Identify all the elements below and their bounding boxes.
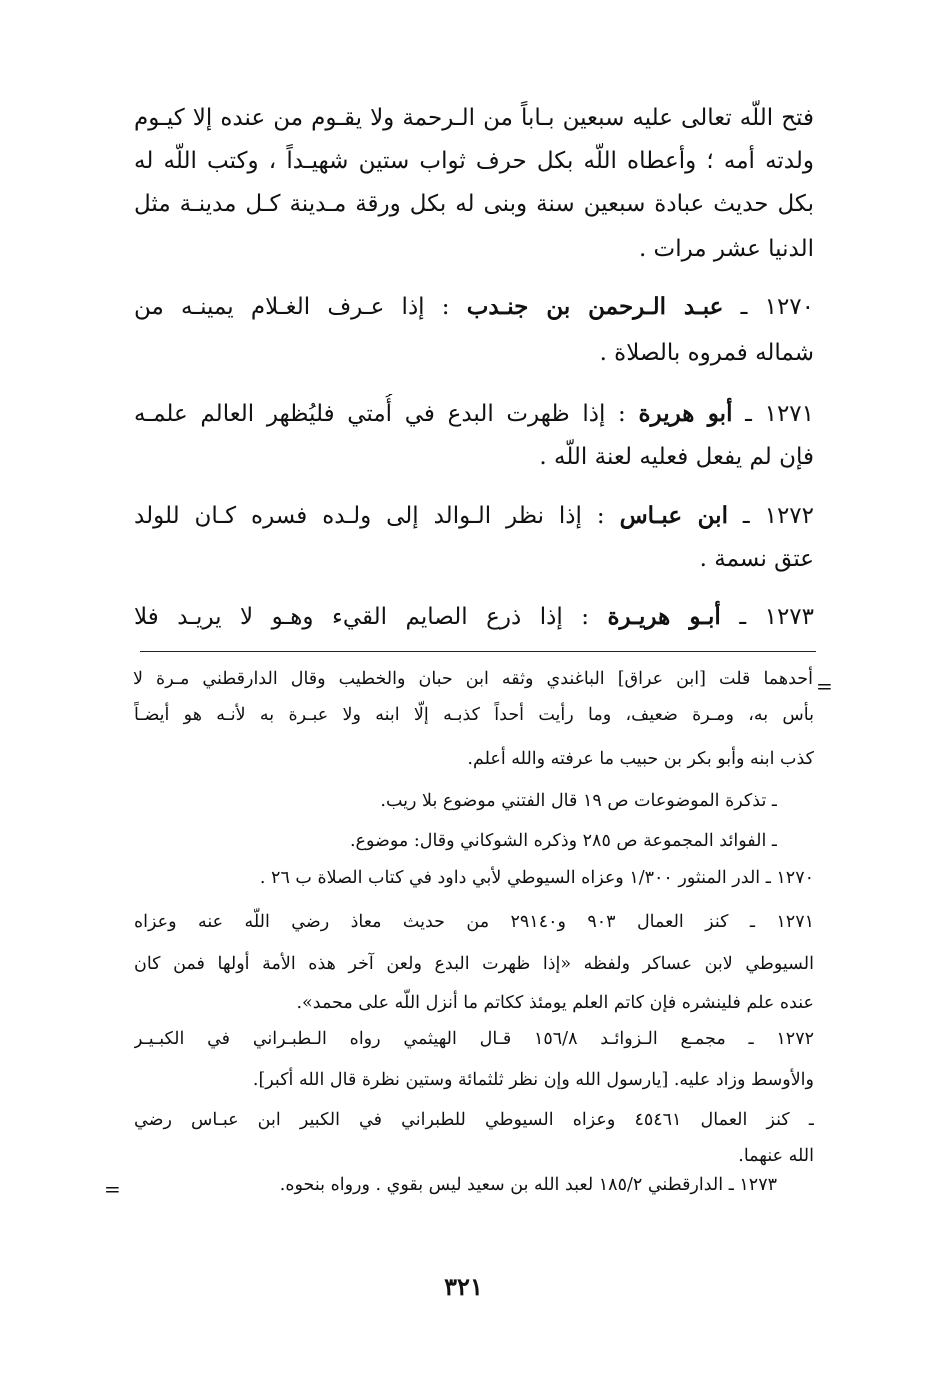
hadith-narrator: ابن عبـاس: [619, 502, 728, 529]
hadith-entry-1270: [134, 287, 814, 327]
body-line: عتق نسمة .: [699, 546, 814, 572]
hadith-text: : إذا ذرع الصايم القيء وهـو لا يريـد فلا: [134, 604, 589, 630]
footnote-line: ١٢٧٣ ـ الدارقطني ١٨٥/٢ لعبد الله بن سعيد ليس بقوي . ورواه بنحوه.: [279, 1175, 777, 1195]
footnote-line: بأس به، ومـرة ضعيف، وما رأيت أحداً كذبـه إلّا ابنه ولا عبـرة به لأنـه هو أيضـاً: [134, 705, 814, 725]
continuation-mark: =: [816, 674, 833, 698]
continuation-mark: =: [104, 1177, 121, 1201]
hadith-number: ١٢٧٢ ـ: [742, 503, 814, 529]
footnote-line: ١٢٧٠ ـ الدر المنثور ١/٣٠٠ وعزاه السيوطي لأبي داود في كتاب الصلاة ب ٢٦ .: [259, 868, 814, 888]
footnote-line: كذب ابنه وأبو بكر بن حبيب ما عرفته والله أعلم.: [467, 749, 814, 769]
hadith-narrator: أبو هريرة: [638, 400, 733, 427]
footnote-line: عنده علم فلينشره فإن كاتم العلم يومئذ ككاتم ما أنزل اللّه على محمد».: [296, 993, 814, 1013]
body-line: فتح اللّه تعالى عليه سبعين بـاباً من الـرحمة ولا يقـوم من عنده إلا كيـوم: [134, 105, 814, 131]
hadith-text: : إذا عـرف الغـلام يمينـه من: [134, 294, 450, 320]
body-line: شماله فمروه بالصلاة .: [599, 340, 814, 366]
footnote-line: ١٢٧٢ ـ مجمـع الـزوائـد ١٥٦/٨ قـال الهيثمي رواه الـطبـراني في الكبـيـر: [134, 1029, 814, 1049]
hadith-narrator: أبـو هريـرة: [607, 603, 721, 630]
body-line: فإن لم يفعل فعليه لعنة اللّه .: [539, 444, 814, 470]
hadith-entry-1273: [134, 597, 814, 637]
hadith-number: ١٢٧٣ ـ: [739, 604, 814, 630]
footnote-line: والأوسط وزاد عليه. [يارسول الله وإن نظر ثلثمائة وستين نظرة قال الله أكبر].: [252, 1070, 814, 1090]
hadith-text: : إذا نظر الـوالد إلى ولـده فسره كـان للولد: [134, 503, 605, 529]
hadith-number: ١٢٧١ ـ: [745, 401, 814, 427]
footnote-line: ـ الفوائد المجموعة ص ٢٨٥ وذكره الشوكاني وقال: موضوع.: [349, 831, 777, 851]
hadith-entry-1272: [134, 496, 814, 536]
footnote-line: ـ كنز العمال ٤٥٤٦١ وعزاه السيوطي للطبراني في الكبير ابن عبـاس رضي: [134, 1110, 814, 1130]
footnote-line: الله عنهما.: [738, 1146, 814, 1166]
page-number: ٣٢١: [444, 1272, 483, 1301]
body-line: ولدته أمه ؛ وأعطاه اللّه بكل حرف ثواب ستين شهيـداً ، وكتب اللّه له: [134, 148, 814, 174]
footnote-line: أحدهما قلت [ابن عراق] الباغندي وثقه ابن حبان والخطيب وقال الدارقطني مـرة لا: [133, 669, 813, 689]
hadith-text: : إذا ظهرت البدع في أُمتي فليُظهر العالم علمـه: [134, 401, 626, 427]
footnote-separator: [140, 651, 816, 652]
footnote-line: ١٢٧١ ـ كنز العمال ٩٠٣ و٢٩١٤٠ من حديث معاذ رضي اللّه عنه وعزاه: [134, 912, 814, 932]
footnote-line: السيوطي لابن عساكر ولفظه «إذا ظهرت البدع ولعن آخر هذه الأمة أولها فمن كان: [134, 954, 814, 974]
hadith-entry-1271: [134, 394, 814, 434]
body-line: بكل حديث عبادة سبعين سنة وبنى له بكل ورقة مـدينة كـل مدينـة مثل: [134, 191, 814, 217]
footnote-line: ـ تذكرة الموضوعات ص ١٩ قال الفتني موضوع بلا ريب.: [380, 791, 777, 811]
hadith-number: ١٢٧٠ ـ: [740, 294, 814, 320]
body-line: الدنيا عشر مرات .: [638, 236, 814, 262]
hadith-narrator: عبـد الـرحمن بن جنـدب: [466, 293, 724, 320]
